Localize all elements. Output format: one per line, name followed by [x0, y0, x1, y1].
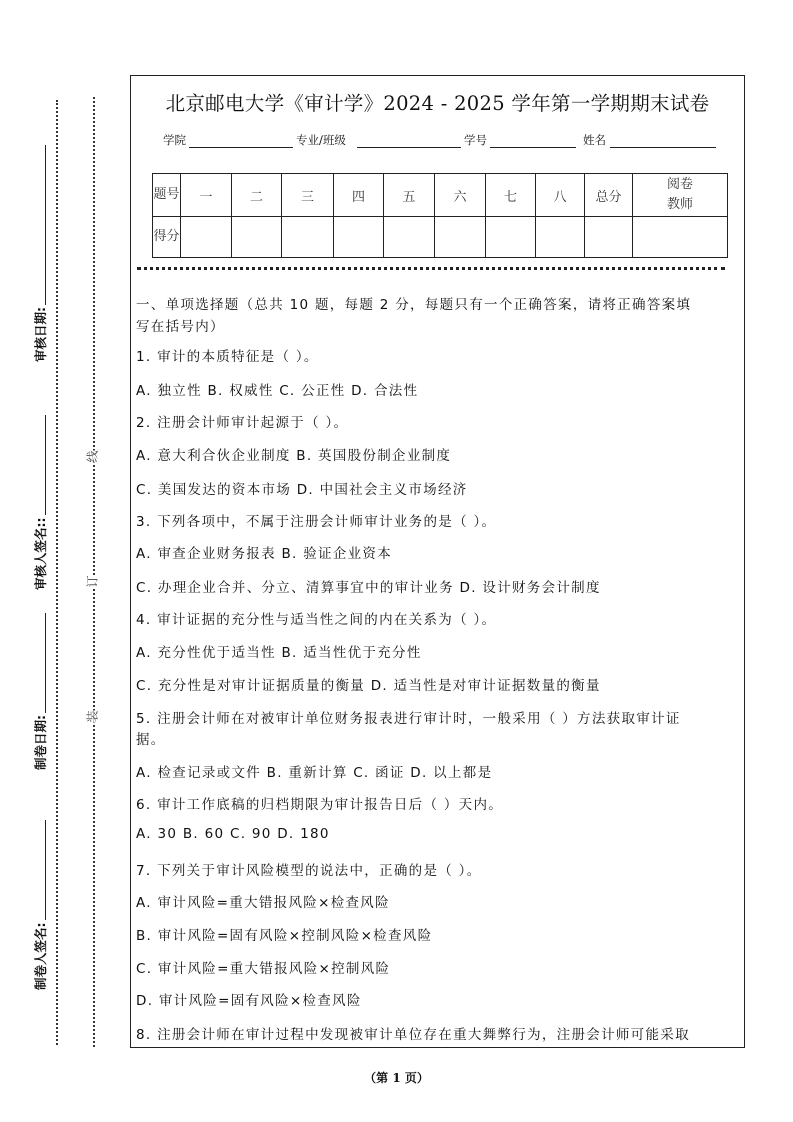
major-field[interactable]: [357, 147, 461, 148]
question-4-options-ab: A. 充分性优于适当性 B. 适当性优于充分性: [136, 645, 422, 661]
score-cell[interactable]: [232, 217, 282, 258]
col-total: 总分: [585, 174, 633, 217]
review-date-underline: [35, 145, 46, 305]
col-6: 六: [435, 174, 486, 217]
college-label: 学院: [163, 133, 186, 147]
question-4-options-cd: C. 充分性是对审计证据质量的衡量 D. 适当性是对审计证据数量的衡量: [136, 678, 601, 694]
score-cell[interactable]: [334, 217, 384, 258]
col-grader: 阅卷教师: [633, 174, 728, 217]
score-cell[interactable]: [486, 217, 536, 258]
student-id-label: 学号: [464, 133, 487, 147]
question-8: 8. 注册会计师在审计过程中发现被审计单位存在重大舞弊行为，注册会计师可能采取: [136, 1027, 690, 1043]
name-field[interactable]: [610, 147, 716, 148]
reviewer-signature-label: 审核人签名::: [33, 517, 48, 590]
score-cell[interactable]: [633, 217, 728, 258]
score-table-score-row: [153, 217, 728, 258]
prepare-date-underline: [35, 613, 46, 713]
student-id-field[interactable]: [490, 147, 576, 148]
section-title-cont: 写在括号内）: [136, 319, 225, 335]
major-label: 专业/班级: [296, 133, 346, 147]
score-cell[interactable]: [181, 217, 232, 258]
preparer-signature-field[interactable]: [31, 821, 49, 991]
score-cell[interactable]: [536, 217, 585, 258]
prepare-date-label: 制卷日期:: [33, 715, 48, 770]
col-8: 八: [536, 174, 585, 217]
question-7-option-d: D. 审计风险=固有风险×检查风险: [136, 993, 362, 1009]
college-field[interactable]: [189, 147, 293, 148]
exam-title: 北京邮电大学《审计学》2024 - 2025 学年第一学期期末试卷: [165, 92, 710, 115]
question-3-options-ab: A. 审查企业财务报表 B. 验证企业资本: [136, 546, 393, 562]
question-6-options: A. 30 B. 60 C. 90 D. 180: [136, 826, 330, 842]
binding-dotted-line-inner: [93, 97, 95, 1047]
question-7-option-a: A. 审计风险=重大错报风险×检查风险: [136, 895, 390, 911]
dotted-separator: [137, 267, 725, 270]
question-5-options: A. 检查记录或文件 B. 重新计算 C. 函证 D. 以上都是: [136, 765, 493, 781]
col-3: 三: [282, 174, 334, 217]
question-6: 6. 审计工作底稿的归档期限为审计报告日后（ ）天内。: [136, 797, 504, 813]
question-5-cont: 据。: [136, 732, 166, 748]
question-1-options: A. 独立性 B. 权威性 C. 公正性 D. 合法性: [136, 383, 419, 399]
score-label: 得分: [153, 217, 181, 258]
review-date-label: 审核日期:: [33, 307, 48, 362]
question-5: 5. 注册会计师在对被审计单位财务报表进行审计时，一般采用（ ）方法获取审计证: [136, 711, 681, 727]
score-cell[interactable]: [282, 217, 334, 258]
col-4: 四: [334, 174, 384, 217]
score-cell[interactable]: [435, 217, 486, 258]
score-table-header-row: [153, 174, 728, 217]
question-3: 3. 下列各项中，不属于注册会计师审计业务的是（ ）。: [136, 514, 497, 530]
question-3-options-cd: C. 办理企业合并、分立、清算事宜中的审计业务 D. 设计财务会计制度: [136, 580, 601, 596]
col-1: 一: [181, 174, 232, 217]
question-7-option-b: B. 审计风险=固有风险×控制风险×检查风险: [136, 928, 433, 944]
score-table: [152, 173, 728, 258]
page-number: （第 1 页）: [364, 1071, 429, 1085]
preparer-signature-label: 制卷人签名:: [33, 922, 48, 990]
preparer-signature-underline: [35, 821, 46, 921]
reviewer-signature-underline: [35, 416, 46, 516]
section-title: 一、单项选择题（总共 10 题，每题 2 分，每题只有一个正确答案，请将正确答案填: [136, 297, 692, 313]
col-5: 五: [384, 174, 435, 217]
review-date-field[interactable]: [31, 145, 49, 362]
reviewer-signature-field[interactable]: [31, 416, 49, 591]
binding-mark-zhuang: 装: [85, 710, 100, 723]
binding-dotted-line-outer: [56, 100, 58, 1045]
question-1: 1. 审计的本质特征是（ ）。: [136, 349, 319, 365]
binding-mark-ding: 订: [85, 575, 100, 588]
question-number-label: 题号: [153, 174, 181, 217]
question-2-options-cd: C. 美国发达的资本市场 D. 中国社会主义市场经济: [136, 482, 468, 498]
col-2: 二: [232, 174, 282, 217]
score-cell[interactable]: [585, 217, 633, 258]
question-7: 7. 下列关于审计风险模型的说法中，正确的是（ ）。: [136, 863, 482, 879]
question-4: 4. 审计证据的充分性与适当性之间的内在关系为（ ）。: [136, 612, 497, 628]
col-7: 七: [486, 174, 536, 217]
question-7-option-c: C. 审计风险=重大错报风险×控制风险: [136, 961, 391, 977]
question-2-options-ab: A. 意大利合伙企业制度 B. 英国股份制企业制度: [136, 448, 452, 464]
score-cell[interactable]: [384, 217, 435, 258]
binding-mark-xian: 线: [85, 450, 100, 463]
name-label: 姓名: [583, 133, 606, 147]
prepare-date-field[interactable]: [31, 613, 49, 770]
question-2: 2. 注册会计师审计起源于（ ）。: [136, 415, 349, 431]
